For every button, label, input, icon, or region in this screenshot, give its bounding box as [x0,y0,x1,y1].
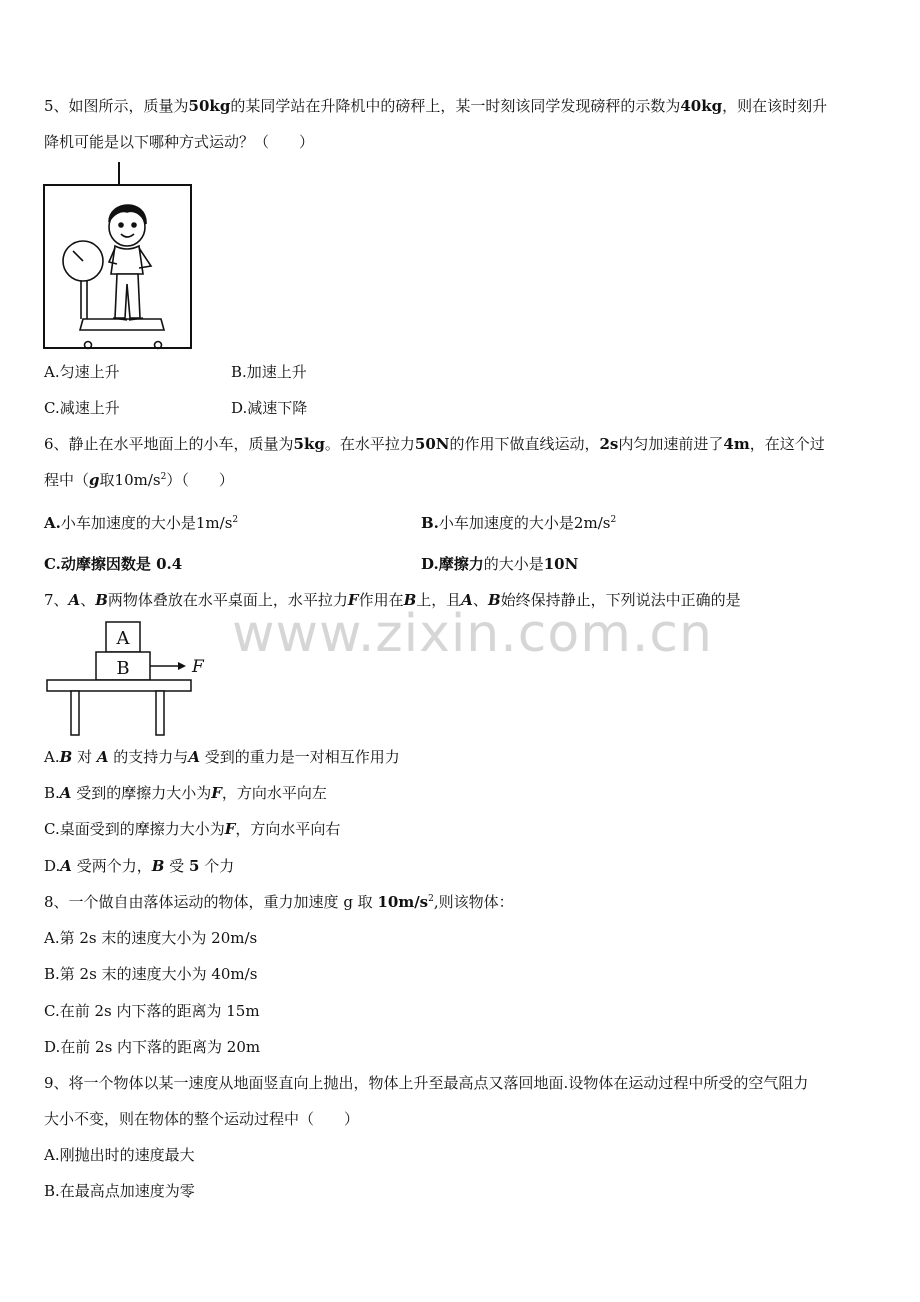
q6-options-row-1 [44,513,884,533]
q7-option-b[interactable]: B.A 受到的摩擦力大小为F，方向水平向左 [44,784,327,802]
question-6-stem [44,426,825,498]
q6-option-d[interactable]: D.摩擦力的大小是10N [421,555,579,573]
watermark: www.zixin.com.cn [232,604,713,664]
question-7-stem: 7、A、B两物体叠放在水平桌面上，水平拉力F作用在B上，且A、B始终保持静止，下列说法中正确的是 [44,591,741,609]
blocks-on-table-figure [46,620,211,738]
q6-option-a[interactable]: A.小车加速度的大小是$1m/s^2$ [44,514,239,532]
q9-option-b[interactable]: B.在最高点加速度为零 [44,1182,195,1200]
q8-option-d[interactable]: D.在前 2s 内下落的距离为 20m [44,1038,261,1056]
q5-line-2: 降机可能是以下哪种方式运动？（ ） [44,133,315,151]
q5-option-b[interactable]: B.加速上升 [231,363,307,381]
q6-option-b[interactable]: B.小车加速度的大小是$2m/s^2$ [421,514,617,532]
q6-options-row-2 [44,554,884,574]
figure-label-f: F [192,657,204,677]
q9-option-a[interactable]: A.刚抛出时的速度最大 [44,1146,195,1164]
question-8-stem: 8、一个做自由落体运动的物体，重力加速度 g 取 $10m/s^2$,则该物体： [44,893,514,911]
q5-option-d[interactable]: D.减速下降 [231,399,308,417]
q5-option-a[interactable]: A.匀速上升 [44,363,120,381]
q8-option-c[interactable]: C.在前 2s 内下落的距离为 15m [44,1002,260,1020]
q6-line-1: 6、静止在水平地面上的小车，质量为5kg。在水平拉力50N的作用下做直线运动，2s内匀加速前进了4m，在这个过 [44,435,825,453]
q6-option-c[interactable]: C.动摩擦因数是 0.4 [44,555,183,573]
question-5-stem [44,88,827,160]
question-9-stem [44,1065,808,1137]
q9-line-2: 大小不变，则在物体的整个运动过程中（ ） [44,1110,360,1128]
q7-option-a[interactable]: A.B 对 A 的支持力与A 受到的重力是一对相互作用力 [44,748,400,766]
q6-line-2: 程中（g取$10m/s^2$）（ ） [44,471,234,489]
figure-label-a: A [116,628,130,649]
q8-option-b[interactable]: B.第 2s 末的速度大小为 40m/s [44,965,258,983]
q5-line-1: 5、如图所示，质量为50kg的某同学站在升降机中的磅秤上，某一时刻该同学发现磅秤的示数为40kg，则在该时刻升 [44,97,828,115]
q5-option-c[interactable]: C.减速上升 [44,399,120,417]
q9-line-1: 9、将一个物体以某一速度从地面竖直向上抛出，物体上升至最高点又落回地面.设物体在运动过程中所受的空气阻力 [44,1074,809,1092]
elevator-scale-figure [43,162,193,352]
q8-option-a[interactable]: A.第 2s 末的速度大小为 20m/s [44,929,258,947]
figure-label-b: B [116,658,130,679]
q7-option-c[interactable]: C.桌面受到的摩擦力大小为F，方向水平向右 [44,820,341,838]
q7-option-d[interactable]: D.A 受两个力，B 受 5 个力 [44,857,235,875]
